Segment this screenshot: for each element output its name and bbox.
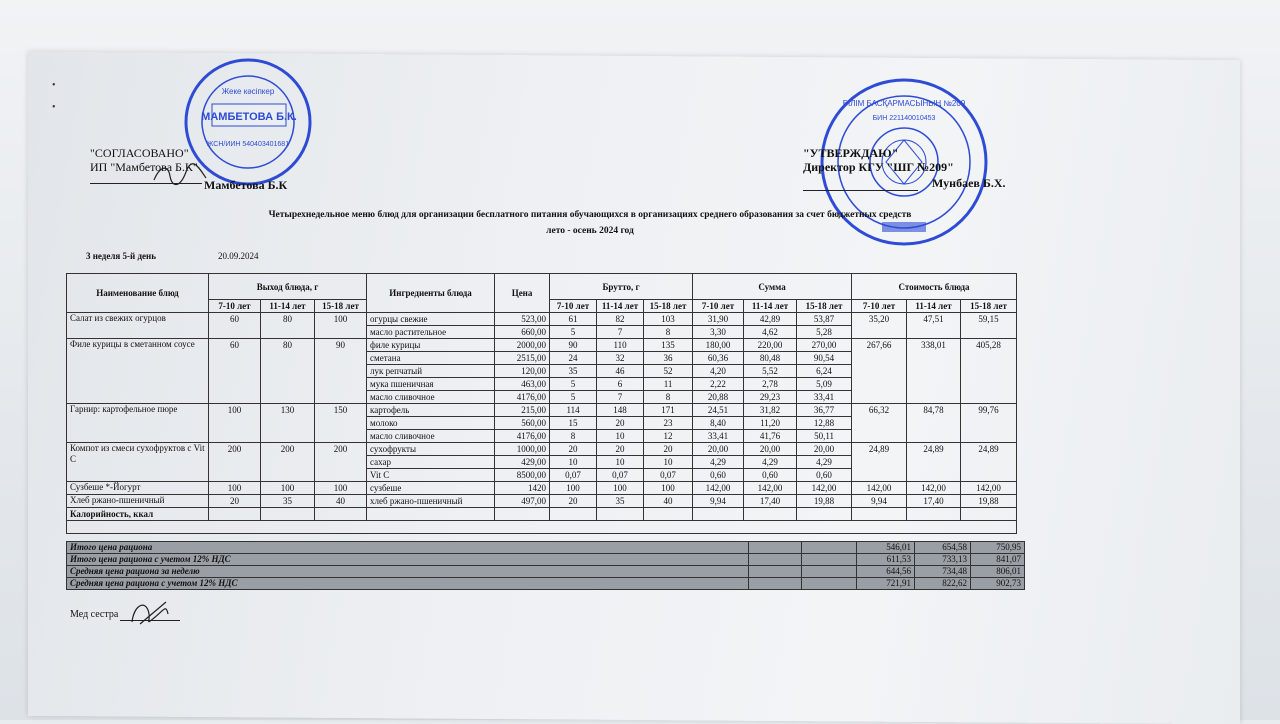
- dish-output-cell: 100: [209, 482, 261, 495]
- ingredient-name-cell: картофель: [367, 404, 495, 417]
- empty-cell: [749, 554, 802, 566]
- col-header-gross: Брутто, г: [550, 274, 693, 300]
- sum-cell: 33,41: [797, 391, 852, 404]
- ingredient-name-cell: лук репчатый: [367, 365, 495, 378]
- totals-value: 806,01: [971, 566, 1025, 578]
- gross-cell: 11: [644, 378, 693, 391]
- empty-cell: [802, 566, 857, 578]
- dish-cost-cell: 35,20: [852, 313, 907, 339]
- menu-table-body: [67, 313, 1017, 534]
- ingredient-name-cell: молоко: [367, 417, 495, 430]
- totals-label: Итого цена рациона: [67, 542, 749, 554]
- sum-cell: 0,60: [744, 469, 797, 482]
- gross-cell: 20: [550, 443, 597, 456]
- ingredient-price-cell: 2000,00: [495, 339, 550, 352]
- dish-output-cell: 60: [209, 313, 261, 339]
- dish-output-cell: 100: [261, 482, 315, 495]
- gross-cell: 135: [644, 339, 693, 352]
- sum-cell: 12,88: [797, 417, 852, 430]
- sum-cell: 31,90: [693, 313, 744, 326]
- dish-cost-cell: 142,00: [907, 482, 961, 495]
- dish-cost-cell: 99,76: [961, 404, 1017, 443]
- sum-cell: 50,11: [797, 430, 852, 443]
- document-date: 20.09.2024: [218, 251, 259, 261]
- totals-value: 750,95: [971, 542, 1025, 554]
- ingredient-name-cell: сметана: [367, 352, 495, 365]
- sum-cell: 142,00: [797, 482, 852, 495]
- totals-value: 733,13: [915, 554, 971, 566]
- dish-output-cell: 130: [261, 404, 315, 443]
- ingredient-price-cell: 497,00: [495, 495, 550, 508]
- gross-cell: 5: [550, 326, 597, 339]
- dish-name-cell: Хлеб ржано-пшеничный: [67, 495, 209, 508]
- totals-value: 721,91: [857, 578, 915, 590]
- sum-cell: 20,00: [693, 443, 744, 456]
- sum-cell: 90,54: [797, 352, 852, 365]
- gross-cell: 10: [550, 456, 597, 469]
- sum-cell: 3,30: [693, 326, 744, 339]
- gross-cell: 10: [597, 430, 644, 443]
- dish-name-cell: Салат из свежих огурцов: [67, 313, 209, 339]
- sum-cell: 142,00: [693, 482, 744, 495]
- gross-cell: 0,07: [597, 469, 644, 482]
- age-header: 7-10 лет: [852, 300, 907, 313]
- sum-cell: 0,60: [797, 469, 852, 482]
- empty-cell: [852, 508, 907, 521]
- dish-cost-cell: 338,01: [907, 339, 961, 404]
- gross-cell: 110: [597, 339, 644, 352]
- totals-value: 902,73: [971, 578, 1025, 590]
- totals-value: 611,53: [857, 554, 915, 566]
- age-header: 15-18 лет: [315, 300, 367, 313]
- sum-cell: 4,20: [693, 365, 744, 378]
- ingredient-price-cell: 8500,00: [495, 469, 550, 482]
- totals-value: 546,01: [857, 542, 915, 554]
- dish-cost-cell: 142,00: [852, 482, 907, 495]
- col-header-output: Выход блюда, г: [209, 274, 367, 300]
- dish-name-cell: Сузбеше *-Йогурт: [67, 482, 209, 495]
- stamp-right-top: БІЛІМ БАСҚАРМАСЫНЫҢ №209: [842, 99, 966, 108]
- stamp-right-bin: БИН 221140010453: [872, 115, 936, 122]
- gross-cell: 90: [550, 339, 597, 352]
- sum-cell: 36,77: [797, 404, 852, 417]
- gross-cell: 52: [644, 365, 693, 378]
- dish-name-cell: Компот из смеси сухофруктов с Vit C: [67, 443, 209, 482]
- stamp-left-top: Жеке кәсіпкер: [221, 87, 275, 96]
- ingredient-price-cell: 120,00: [495, 365, 550, 378]
- col-header-sum: Сумма: [693, 274, 852, 300]
- sum-cell: 11,20: [744, 417, 797, 430]
- document-subtitle: лето - осень 2024 год: [546, 226, 634, 236]
- approved-position: Директор КГУ "ШГ №209": [803, 160, 954, 174]
- gross-cell: 20: [597, 417, 644, 430]
- gross-cell: 148: [597, 404, 644, 417]
- gross-cell: 5: [550, 391, 597, 404]
- totals-value: 822,62: [915, 578, 971, 590]
- totals-value: 654,58: [915, 542, 971, 554]
- ingredient-name-cell: сухофрукты: [367, 443, 495, 456]
- empty-cell: [802, 542, 857, 554]
- col-header-price: Цена: [495, 274, 550, 313]
- sum-cell: 4,29: [693, 456, 744, 469]
- ingredient-price-cell: 463,00: [495, 378, 550, 391]
- sum-cell: 2,22: [693, 378, 744, 391]
- age-header: 11-14 лет: [261, 300, 315, 313]
- sum-cell: 60,36: [693, 352, 744, 365]
- approved-label: "УТВЕРЖДАЮ": [803, 146, 899, 160]
- totals-row: [67, 566, 1025, 578]
- gross-cell: 35: [597, 495, 644, 508]
- empty-cell: [315, 508, 367, 521]
- ingredient-name-cell: филе курицы: [367, 339, 495, 352]
- stamp-left-name: МАМБЕТОВА Б.К.: [201, 111, 297, 123]
- gross-cell: 8: [644, 391, 693, 404]
- gross-cell: 10: [597, 456, 644, 469]
- week-day-label: 3 неделя 5-й день: [86, 251, 156, 261]
- col-header-ingredients: Ингредиенты блюда: [367, 274, 495, 313]
- sum-cell: 53,87: [797, 313, 852, 326]
- dish-cost-cell: 24,89: [852, 443, 907, 482]
- col-header-cost: Стоимость блюда: [852, 274, 1017, 300]
- dish-name-cell: Гарнир: картофельное пюре: [67, 404, 209, 443]
- dish-output-cell: 40: [315, 495, 367, 508]
- bullet-mark: •: [52, 80, 56, 91]
- sum-cell: 5,52: [744, 365, 797, 378]
- gross-cell: 24: [550, 352, 597, 365]
- gross-cell: 100: [597, 482, 644, 495]
- ingredient-price-cell: 1000,00: [495, 443, 550, 456]
- sum-cell: 8,40: [693, 417, 744, 430]
- age-header: 11-14 лет: [597, 300, 644, 313]
- empty-cell: [749, 578, 802, 590]
- calories-label: Калорийность, ккал: [67, 508, 209, 521]
- nurse-label: Мед сестра: [70, 609, 119, 620]
- empty-cell: [802, 578, 857, 590]
- dish-output-cell: 200: [261, 443, 315, 482]
- age-header: 15-18 лет: [961, 300, 1017, 313]
- age-header: 7-10 лет: [693, 300, 744, 313]
- table-row: [67, 404, 1017, 417]
- dish-output-cell: 80: [261, 313, 315, 339]
- empty-cell: [693, 508, 744, 521]
- sum-cell: 180,00: [693, 339, 744, 352]
- sum-cell: 270,00: [797, 339, 852, 352]
- nurse-signature: [126, 596, 172, 630]
- gross-cell: 20: [644, 443, 693, 456]
- age-header: 7-10 лет: [550, 300, 597, 313]
- totals-value: 734,48: [915, 566, 971, 578]
- gross-cell: 32: [597, 352, 644, 365]
- gross-cell: 82: [597, 313, 644, 326]
- document-title: Четырехнедельное меню блюд для организации бесплатного питания обучающихся в организациях среднего образования за счет бюджетных средств: [268, 210, 912, 220]
- sum-cell: 9,94: [693, 495, 744, 508]
- gross-cell: 0,07: [644, 469, 693, 482]
- ingredient-price-cell: 2515,00: [495, 352, 550, 365]
- gross-cell: 15: [550, 417, 597, 430]
- empty-cell: [802, 554, 857, 566]
- gross-cell: 46: [597, 365, 644, 378]
- sum-cell: 20,00: [744, 443, 797, 456]
- sum-cell: 6,24: [797, 365, 852, 378]
- table-row: [67, 482, 1017, 495]
- ingredient-price-cell: 429,00: [495, 456, 550, 469]
- gross-cell: 171: [644, 404, 693, 417]
- ingredient-price-cell: 4176,00: [495, 430, 550, 443]
- gross-cell: 7: [597, 391, 644, 404]
- age-header: 15-18 лет: [644, 300, 693, 313]
- dish-cost-cell: 19,88: [961, 495, 1017, 508]
- dish-output-cell: 35: [261, 495, 315, 508]
- gross-cell: 36: [644, 352, 693, 365]
- gross-cell: 23: [644, 417, 693, 430]
- sum-cell: 220,00: [744, 339, 797, 352]
- menu-table: [66, 273, 1017, 534]
- sum-cell: 20,00: [797, 443, 852, 456]
- table-row: [67, 339, 1017, 352]
- empty-cell: [749, 542, 802, 554]
- table-row: [67, 313, 1017, 326]
- agreed-org: ИП "Мамбетова Б.К": [90, 160, 198, 174]
- gross-cell: 100: [550, 482, 597, 495]
- dish-cost-cell: 66,32: [852, 404, 907, 443]
- dish-output-cell: 100: [315, 482, 367, 495]
- gross-cell: 7: [597, 326, 644, 339]
- gross-cell: 20: [550, 495, 597, 508]
- ingredient-name-cell: хлеб ржано-пшеничный: [367, 495, 495, 508]
- sum-cell: 41,76: [744, 430, 797, 443]
- gross-cell: 12: [644, 430, 693, 443]
- empty-cell: [67, 521, 1017, 534]
- sum-cell: 33,41: [693, 430, 744, 443]
- sum-cell: 80,48: [744, 352, 797, 365]
- empty-cell: [961, 508, 1017, 521]
- empty-cell: [367, 508, 495, 521]
- dish-output-cell: 200: [209, 443, 261, 482]
- age-header: 15-18 лет: [797, 300, 852, 313]
- dish-output-cell: 80: [261, 339, 315, 404]
- dish-output-cell: 90: [315, 339, 367, 404]
- table-row: [67, 495, 1017, 508]
- sum-cell: 5,28: [797, 326, 852, 339]
- agreed-signer: Мамбетова Б.К: [204, 178, 288, 192]
- empty-cell: [550, 508, 597, 521]
- dish-output-cell: 60: [209, 339, 261, 404]
- dish-name-cell: Филе курицы в сметанном соусе: [67, 339, 209, 404]
- table-row: [67, 443, 1017, 456]
- dish-output-cell: 100: [315, 313, 367, 339]
- ingredient-name-cell: масло сливочное: [367, 391, 495, 404]
- empty-cell: [797, 508, 852, 521]
- empty-cell: [744, 508, 797, 521]
- totals-table: [66, 541, 1025, 590]
- dish-cost-cell: 405,28: [961, 339, 1017, 404]
- sum-cell: 42,89: [744, 313, 797, 326]
- dish-output-cell: 200: [315, 443, 367, 482]
- totals-label: Средняя цена рациона за неделю: [67, 566, 749, 578]
- age-header: 11-14 лет: [907, 300, 961, 313]
- ingredient-name-cell: масло сливочное: [367, 430, 495, 443]
- ingredient-name-cell: мука пшеничная: [367, 378, 495, 391]
- sum-cell: 19,88: [797, 495, 852, 508]
- empty-cell: [597, 508, 644, 521]
- dish-output-cell: 20: [209, 495, 261, 508]
- agreed-label: "СОГЛАСОВАНО": [90, 146, 189, 160]
- totals-value: 644,56: [857, 566, 915, 578]
- empty-cell: [495, 508, 550, 521]
- signature-line-right: [803, 190, 918, 191]
- approved-signer: Мунбаев Б.Х.: [932, 176, 1006, 190]
- dish-cost-cell: 24,89: [961, 443, 1017, 482]
- dish-cost-cell: 59,15: [961, 313, 1017, 339]
- sum-cell: 142,00: [744, 482, 797, 495]
- table-row: [67, 521, 1017, 534]
- sum-cell: 29,23: [744, 391, 797, 404]
- gross-cell: 61: [550, 313, 597, 326]
- totals-row: [67, 578, 1025, 590]
- sum-cell: 4,62: [744, 326, 797, 339]
- ingredient-name-cell: сузбеше: [367, 482, 495, 495]
- gross-cell: 103: [644, 313, 693, 326]
- totals-row: [67, 554, 1025, 566]
- sum-cell: 24,51: [693, 404, 744, 417]
- stamp-left-bin: ЖСН/ИИН 540403401681: [206, 141, 290, 148]
- sum-cell: 31,82: [744, 404, 797, 417]
- totals-label: Итого цена рациона с учетом 12% НДС: [67, 554, 749, 566]
- ingredient-price-cell: 4176,00: [495, 391, 550, 404]
- gross-cell: 0,07: [550, 469, 597, 482]
- dish-cost-cell: 9,94: [852, 495, 907, 508]
- ingredient-price-cell: 523,00: [495, 313, 550, 326]
- sum-cell: 5,09: [797, 378, 852, 391]
- gross-cell: 10: [644, 456, 693, 469]
- col-header-dish: Наименование блюд: [67, 274, 209, 313]
- dish-cost-cell: 47,51: [907, 313, 961, 339]
- sum-cell: 4,29: [744, 456, 797, 469]
- ingredient-price-cell: 560,00: [495, 417, 550, 430]
- empty-cell: [209, 508, 261, 521]
- ingredient-price-cell: 215,00: [495, 404, 550, 417]
- sum-cell: 17,40: [744, 495, 797, 508]
- gross-cell: 8: [550, 430, 597, 443]
- signature-left: [150, 160, 210, 190]
- dish-cost-cell: 84,78: [907, 404, 961, 443]
- sum-cell: 20,88: [693, 391, 744, 404]
- age-header: 11-14 лет: [744, 300, 797, 313]
- gross-cell: 100: [644, 482, 693, 495]
- totals-value: 841,07: [971, 554, 1025, 566]
- dish-output-cell: 100: [209, 404, 261, 443]
- dish-cost-cell: 142,00: [961, 482, 1017, 495]
- gross-cell: 40: [644, 495, 693, 508]
- dish-cost-cell: 17,40: [907, 495, 961, 508]
- ingredient-name-cell: огурцы свежие: [367, 313, 495, 326]
- bullet-mark: •: [52, 102, 56, 113]
- sum-cell: 4,29: [797, 456, 852, 469]
- ingredient-name-cell: Vit C: [367, 469, 495, 482]
- totals-label: Средняя цена рациона с учетом 12% НДС: [67, 578, 749, 590]
- age-header: 7-10 лет: [209, 300, 261, 313]
- calories-row: [67, 508, 1017, 521]
- ingredient-name-cell: масло растительное: [367, 326, 495, 339]
- gross-cell: 8: [644, 326, 693, 339]
- empty-cell: [749, 566, 802, 578]
- totals-row: [67, 542, 1025, 554]
- sum-cell: 2,78: [744, 378, 797, 391]
- ingredient-name-cell: сахар: [367, 456, 495, 469]
- gross-cell: 6: [597, 378, 644, 391]
- totals-table-body: [67, 542, 1025, 590]
- ingredient-price-cell: 1420: [495, 482, 550, 495]
- empty-cell: [907, 508, 961, 521]
- dish-output-cell: 150: [315, 404, 367, 443]
- gross-cell: 20: [597, 443, 644, 456]
- gross-cell: 35: [550, 365, 597, 378]
- gross-cell: 5: [550, 378, 597, 391]
- dish-cost-cell: 24,89: [907, 443, 961, 482]
- gross-cell: 114: [550, 404, 597, 417]
- dish-cost-cell: 267,66: [852, 339, 907, 404]
- empty-cell: [261, 508, 315, 521]
- ingredient-price-cell: 660,00: [495, 326, 550, 339]
- empty-cell: [644, 508, 693, 521]
- sum-cell: 0,60: [693, 469, 744, 482]
